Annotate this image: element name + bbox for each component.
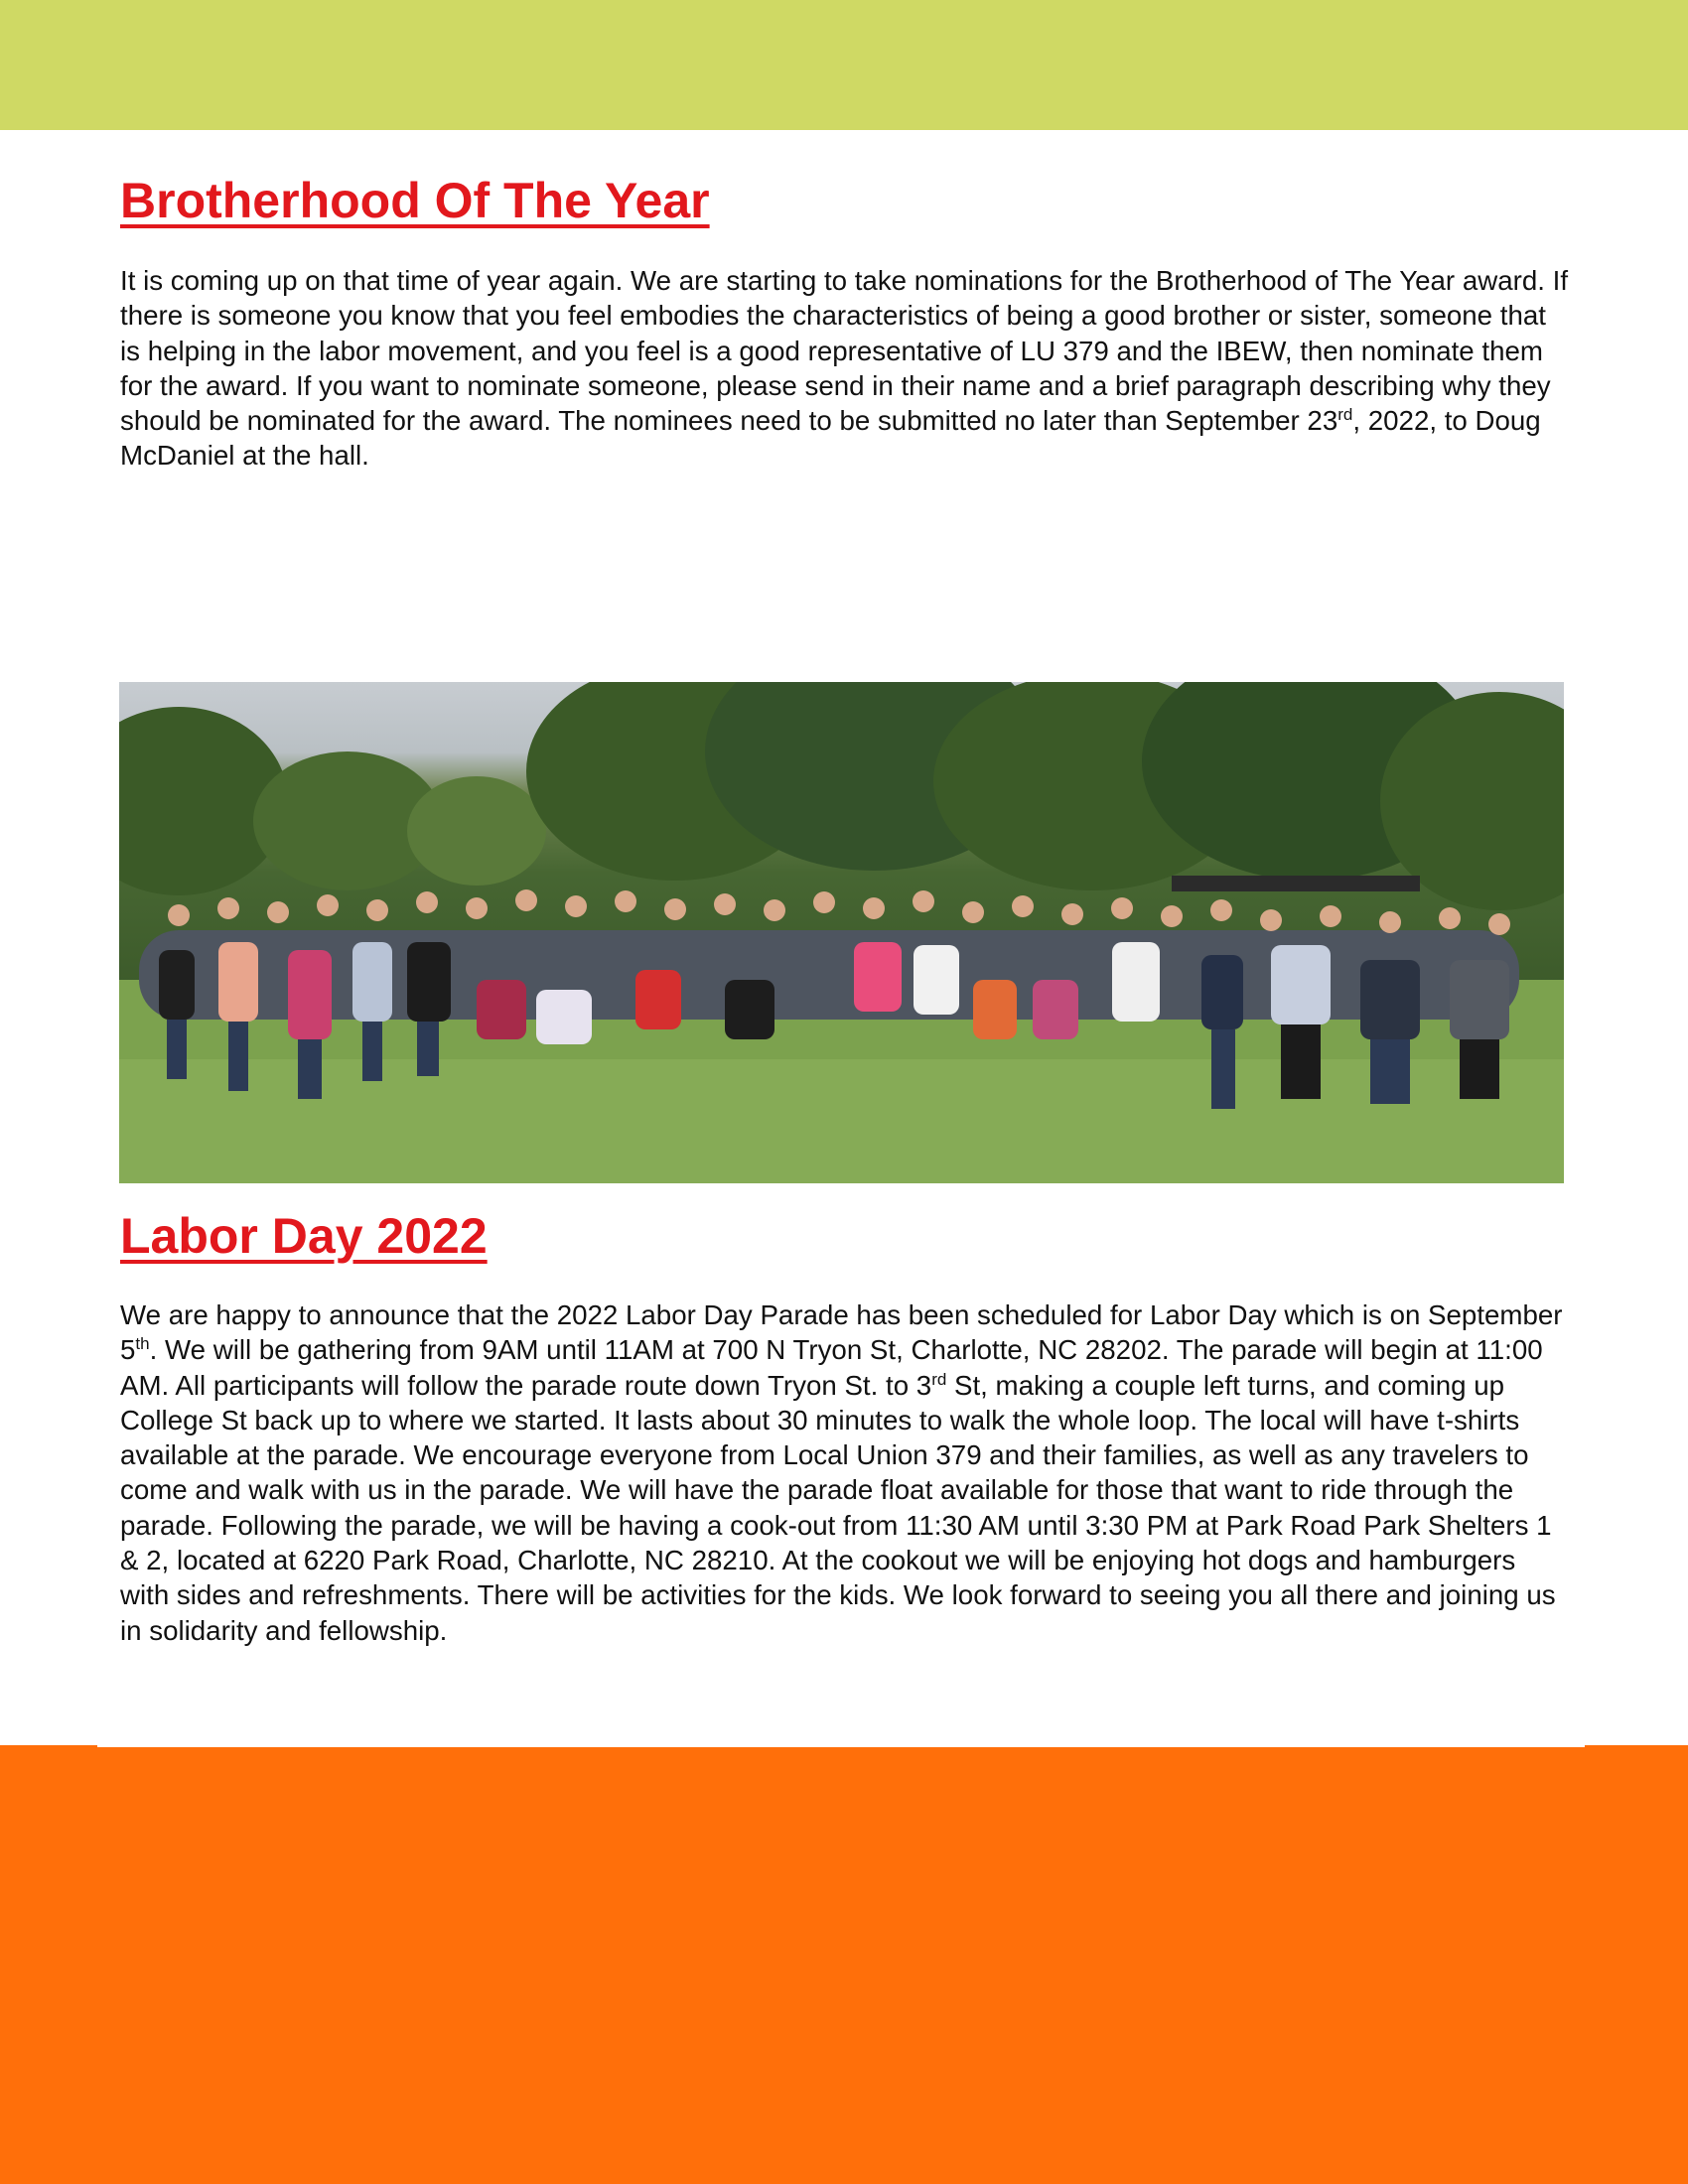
labor-day-text-2: . We will be gathering from 9AM until 11AM at 700 N Tryon St, Charlotte, NC 28202. The parade will begin at 11:00 AM. All participants will follow the parade route down Tryon St. to 3 xyxy=(120,1334,1543,1401)
bottom-color-band xyxy=(0,1745,1688,2184)
labor-day-paragraph xyxy=(120,1297,1570,1648)
brotherhood-text-2: , 2022, to Doug McDaniel at the hall. xyxy=(120,405,1541,472)
brotherhood-paragraph xyxy=(120,263,1570,474)
labor-day-sup-1: th xyxy=(135,1334,150,1354)
top-color-band xyxy=(0,0,1688,130)
brotherhood-text-1: It is coming up on that time of year again. We are starting to take nominations for the Brotherhood of The Year award. If there is someone you know that you feel embodies the characteristics of being a good brother or sister, someone that is helping in the labor movement, and you feel is a good representative of LU 379 and the IBEW, then nominate them for the award. If you want to nominate someone, please send in their name and a brief paragraph describing why they should be nominated for the award. The nominees need to be submitted no later than September 23 xyxy=(120,265,1569,437)
labor-day-text-1: We are happy to announce that the 2022 Labor Day Parade has been scheduled for Labor Day which is on September 5 xyxy=(120,1299,1563,1366)
brotherhood-sup-1: rd xyxy=(1337,405,1353,425)
labor-day-sup-2: rd xyxy=(931,1369,947,1389)
labor-day-heading: Labor Day 2022 xyxy=(120,1208,488,1264)
brotherhood-heading: Brotherhood Of The Year xyxy=(120,173,710,228)
group-photo-icon xyxy=(119,682,1564,1183)
labor-day-text-3: St, making a couple left turns, and coming up College St back up to where we started. It lasts about 30 minutes to walk the whole loop. The local will have t-shirts available at the parade. We encourage everyone from Local Union 379 and their families, as well as any travelers to come and walk with us in the parade. We will have the parade float available for those that want to ride through the parade. Following the parade, we will be having a cook-out from 11:30 AM until 3:30 PM at Park Road Park Shelters 1 & 2, located at 6220 Park Road, Charlotte, NC 28210. At the cookout we will be enjoying hot dogs and hamburgers with sides and refreshments. There will be activities for the kids. We look forward to seeing you all there and joining us in solidarity and fellowship. xyxy=(120,1369,1556,1646)
group-photo xyxy=(119,682,1564,1183)
